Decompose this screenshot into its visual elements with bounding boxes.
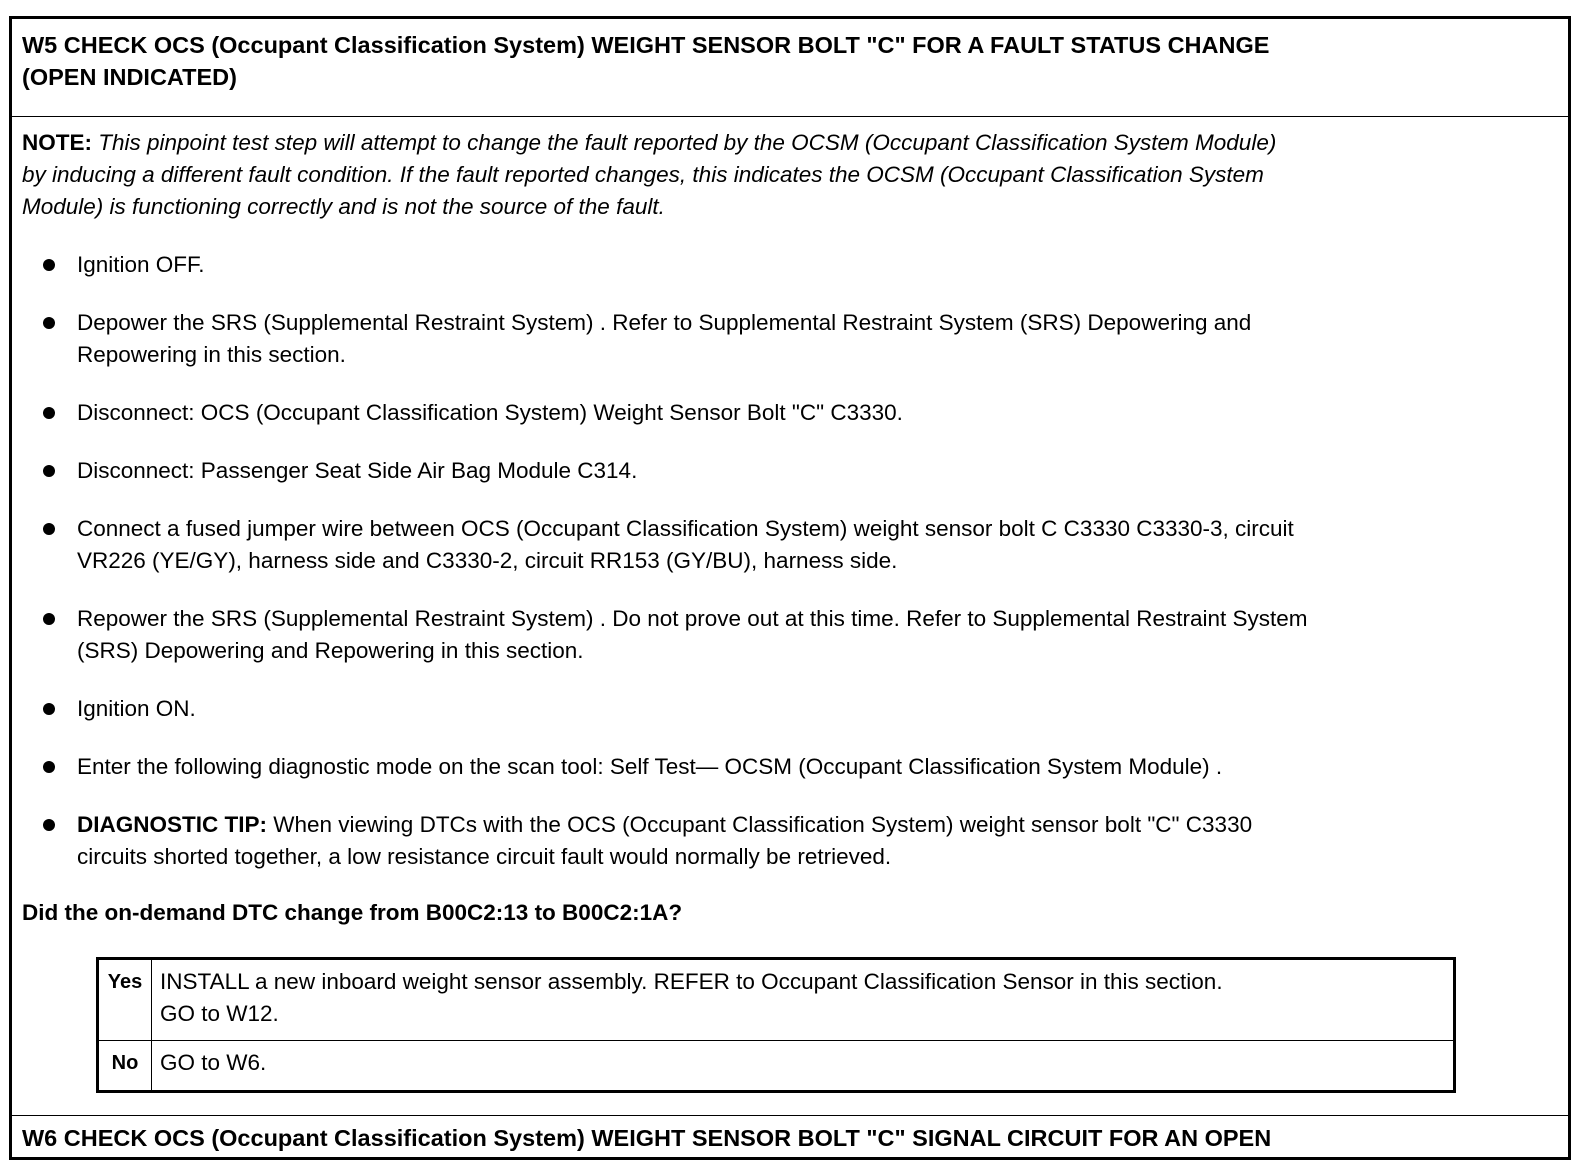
diagnostic-tip-label: DIAGNOSTIC TIP: [77,812,267,837]
note-line-3: Module) is functioning correctly and is not the source of the fault. [22,194,665,219]
bullet-line-1: Disconnect: Passenger Seat Side Air Bag Module C314. [77,458,638,483]
step-w6-title [12,1115,1568,1160]
bullet-icon [43,761,55,773]
bullet-line-1: Enter the following diagnostic mode on the scan tool: Self Test— OCSM (Occupant Classification System Module) . [77,754,1223,779]
bullet-icon [43,407,55,419]
answer-table [96,957,1456,1093]
bullet-icon [43,523,55,535]
answer-yes-line-1: INSTALL a new inboard weight sensor assembly. REFER to Occupant Classification Sensor in this section. [160,969,1223,994]
note-line-1: This pinpoint test step will attempt to change the fault reported by the OCSM (Occupant Classification System Module) [98,130,1277,155]
document-frame [9,16,1571,1160]
bullet-line-2: circuits shorted together, a low resistance circuit fault would normally be retrieved. [77,844,892,869]
note-block [22,127,1562,223]
step-w5-body [12,117,1568,1115]
bullet-icon [43,613,55,625]
bullet-icon [43,259,55,271]
answer-row-no [98,1040,1455,1091]
bullet-line-1: Ignition OFF. [77,252,205,277]
step-w5-title-line-2: (OPEN INDICATED) [22,64,237,90]
bullet-line-1: Repower the SRS (Supplemental Restraint System) . Do not prove out at this time. Refer to Supplemental Restraint System [77,606,1308,631]
note-label: NOTE: [22,130,92,155]
answer-yes-text [152,959,1455,1041]
bullet-icon [43,819,55,831]
answer-no-label: No [98,1040,152,1091]
step-w5-title-line-1: W5 CHECK OCS (Occupant Classification System) WEIGHT SENSOR BOLT "C" FOR A FAULT STATUS CHANGE [22,32,1270,58]
bullet-line-1: Depower the SRS (Supplemental Restraint System) . Refer to Supplemental Restraint System (SRS) Depowering and [77,310,1252,335]
bullet-line-1: When viewing DTCs with the OCS (Occupant Classification System) weight sensor bolt "C" C3330 [267,812,1253,837]
question-text: Did the on-demand DTC change from B00C2:13 to B00C2:1A? [22,900,683,925]
answer-no-line-1: GO to W6. [160,1049,267,1075]
bullet-line-2: (SRS) Depowering and Repowering in this section. [77,638,584,663]
bullet-line-2: Repowering in this section. [77,342,346,367]
note-line-2: by inducing a different fault condition. If the fault reported changes, this indicates the OCSM (Occupant Classification System [22,162,1264,187]
bullet-icon [43,703,55,715]
bullet-icon [43,465,55,477]
bullet-line-1: Connect a fused jumper wire between OCS (Occupant Classification System) weight sensor bolt C C3330 C3330-3, circuit [77,516,1294,541]
bullet-icon [43,317,55,329]
answer-yes-line-2: GO to W12. [160,1001,279,1026]
answer-row-yes [98,959,1455,1041]
bullet-line-1: Ignition ON. [77,696,196,721]
step-w6-title-line-1: W6 CHECK OCS (Occupant Classification System) WEIGHT SENSOR BOLT "C" SIGNAL CIRCUIT FOR AN OPEN [22,1125,1272,1151]
answer-no-text [152,1040,1455,1091]
bullet-line-1: Disconnect: OCS (Occupant Classification System) Weight Sensor Bolt "C" C3330. [77,400,903,425]
step-w5-title [12,29,1568,117]
answer-yes-label: Yes [98,959,152,1041]
bullet-line-2: VR226 (YE/GY), harness side and C3330-2, circuit RR153 (GY/BU), harness side. [77,548,898,573]
